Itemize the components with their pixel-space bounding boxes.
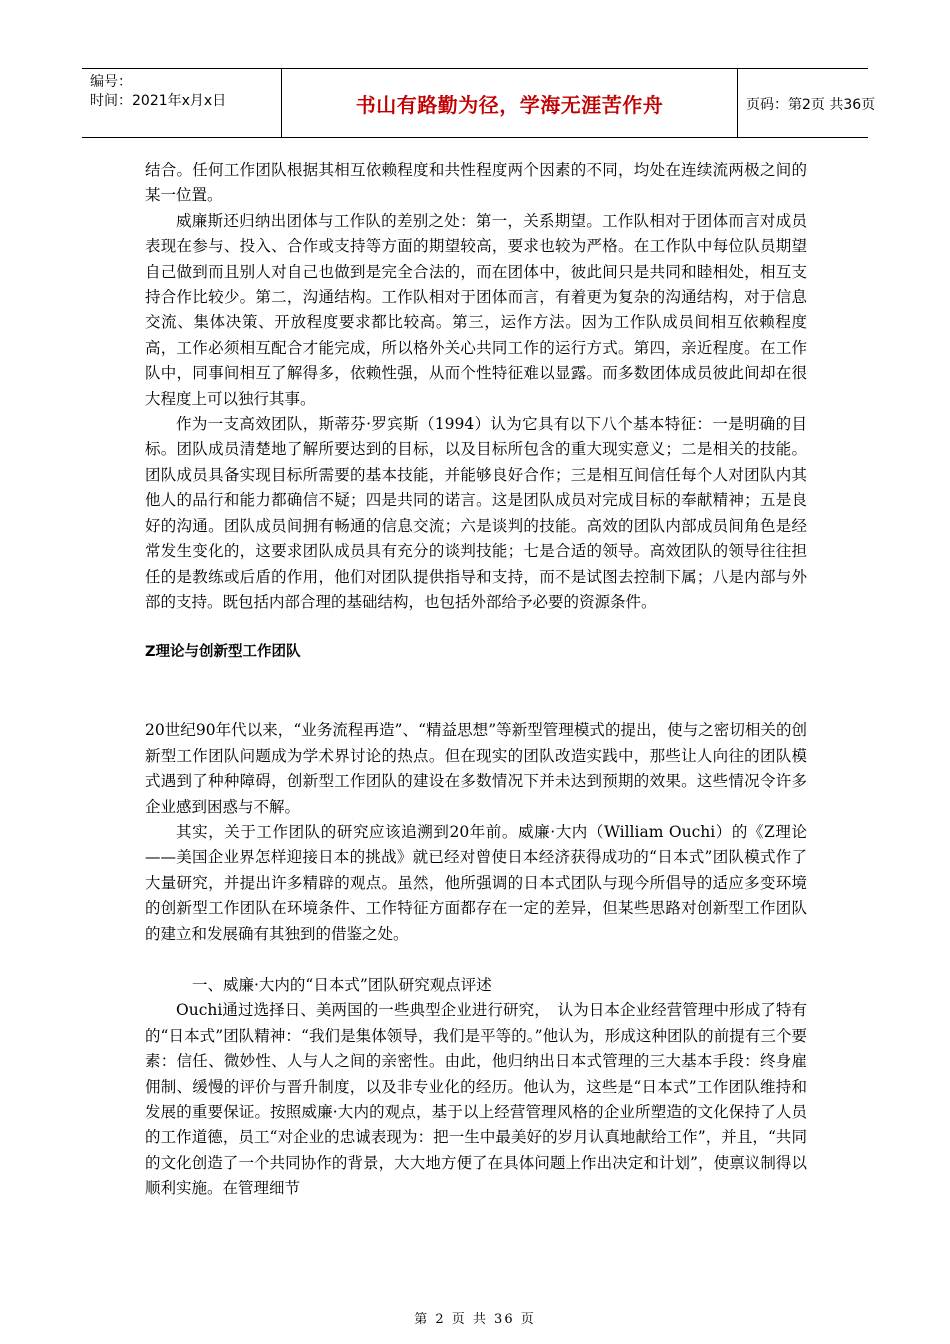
section-title: Z理论与创新型工作团队 xyxy=(145,644,301,661)
paragraph-innovation-teams: 20世纪90年代以来，“业务流程再造”、“精益思想”等新型管理模式的提出，使与之密切相关的创新型工作团队问题成为学术界讨论的热点。但在现实的团队改造实践中，那些让人向往的团队模式遇到了种种障碍，创新型工作团队的建设在多数情况下并未达到预期的效果。这些情况令许多企业感到困惑与不解。 xyxy=(145,721,807,816)
page-footer: 第 2 页 共 36 页 xyxy=(414,1312,536,1327)
header-meta-cell xyxy=(82,69,282,137)
header-motto-cell xyxy=(282,69,738,137)
header-page-cell xyxy=(738,69,876,137)
header-page-info: 页码：第2页 共36页 xyxy=(746,97,876,113)
paragraph-continuation: 结合。任何工作团队根据其相互依赖程度和共性程度两个因素的不同，均处在连续流两极之间的某一位置。 xyxy=(145,161,807,205)
paragraph-robbins-features: 作为一支高效团队，斯蒂芬·罗宾斯（1994）认为它具有以下八个基本特征：一是明确的目标。团队成员清楚地了解所要达到的目标，以及目标所包含的重大现实意义；二是相关的技能。团队成员具备实现目标所需要的基本技能，并能够良好合作；三是相互间信任每个人对团队内其他人的品行和能力都确信不疑；四是共同的诺言。这是团队成员对完成目标的奉献精神；五是良好的沟通。团队成员间拥有畅通的信息交流；六是谈判的技能。高效的团队内部成员间角色是经常发生变化的，这要求团队成员具有充分的谈判技能；七是合适的领导。高效团队的领导往往担任的是教练或后盾的作用，他们对团队提供指导和支持，而不是试图去控制下属；八是内部与外部的支持。既包括内部合理的基础结构，也包括外部给予必要的资源条件。 xyxy=(145,415,807,611)
paragraph-ouchi-research: 其实，关于工作团队的研究应该追溯到20年前。威廉·大内（William Ouchi）的《Z理论——美国企业界怎样迎接日本的挑战》就已经对曾使日本经济获得成功的“日本式”团队模式作了大量研究，并提出许多精辟的观点。虽然，他所强调的日本式团队与现今所倡导的适应多变环境的创新型工作团队在环境条件、工作特征方面都存在一定的差异，但某些思路对创新型工作团队的建立和发展确有其独到的借鉴之处。 xyxy=(145,822,807,943)
document-number-label: 编号： xyxy=(90,74,132,90)
document-header xyxy=(82,68,876,138)
document-date-label: 时间：2021年x月x日 xyxy=(90,93,227,109)
header-motto: 书山有路勤为径，学海无涯苦作舟 xyxy=(355,92,664,117)
subsection-title: 一、威廉·大内的“日本式”团队研究观点评述 xyxy=(192,975,492,994)
paragraph-ouchi-japanese-style: Ouchi通过选择日、美两国的一些典型企业进行研究， 认为日本企业经营管理中形成了特有的“日本式”团队精神：“我们是集体领导，我们是平等的。”他认为，形成这种团队的前提有三个要素：信任、微妙性、人与人之间的亲密性。由此，他归纳出日本式管理的三大基本手段：终身雇佣制、缓慢的评价与晋升制度，以及非专业化的经历。他认为，这些是“日本式”工作团队维持和发展的重要保证。按照威廉·大内的观点，基于以上经营管理风格的企业所塑造的文化保持了人员的工作道德，员工“对企业的忠诚表现为：把一生中最美好的岁月认真地献给工作”，并且，“共同的文化创造了一个共同协作的背景，大大地方便了在具体问题上作出决定和计划”，使禀议制得以顺利实施。在管理细节 xyxy=(145,1001,807,1198)
document-body xyxy=(145,158,807,1202)
paragraph-williams-differences: 威廉斯还归纳出团体与工作队的差别之处：第一，关系期望。工作队相对于团体而言对成员表现在参与、投入、合作或支持等方面的期望较高，要求也较为严格。在工作队中每位队员期望自己做到而且别人对自己也做到是完全合法的，而在团体中，彼此间只是共同和睦相处，相互支持合作比较少。第二，沟通结构。工作队相对于团体而言，有着更为复杂的沟通结构，对于信息交流、集体决策、开放程度要求都比较高。第三，运作方法。因为工作队成员间相互依赖程度高，工作必须相互配合才能完成，所以格外关心共同工作的运行方式。第四，亲近程度。在工作队中，同事间相互了解得多，依赖性强，从而个性特征难以显露。而多数团体成员彼此间却在很大程度上可以独行其事。 xyxy=(145,211,807,408)
